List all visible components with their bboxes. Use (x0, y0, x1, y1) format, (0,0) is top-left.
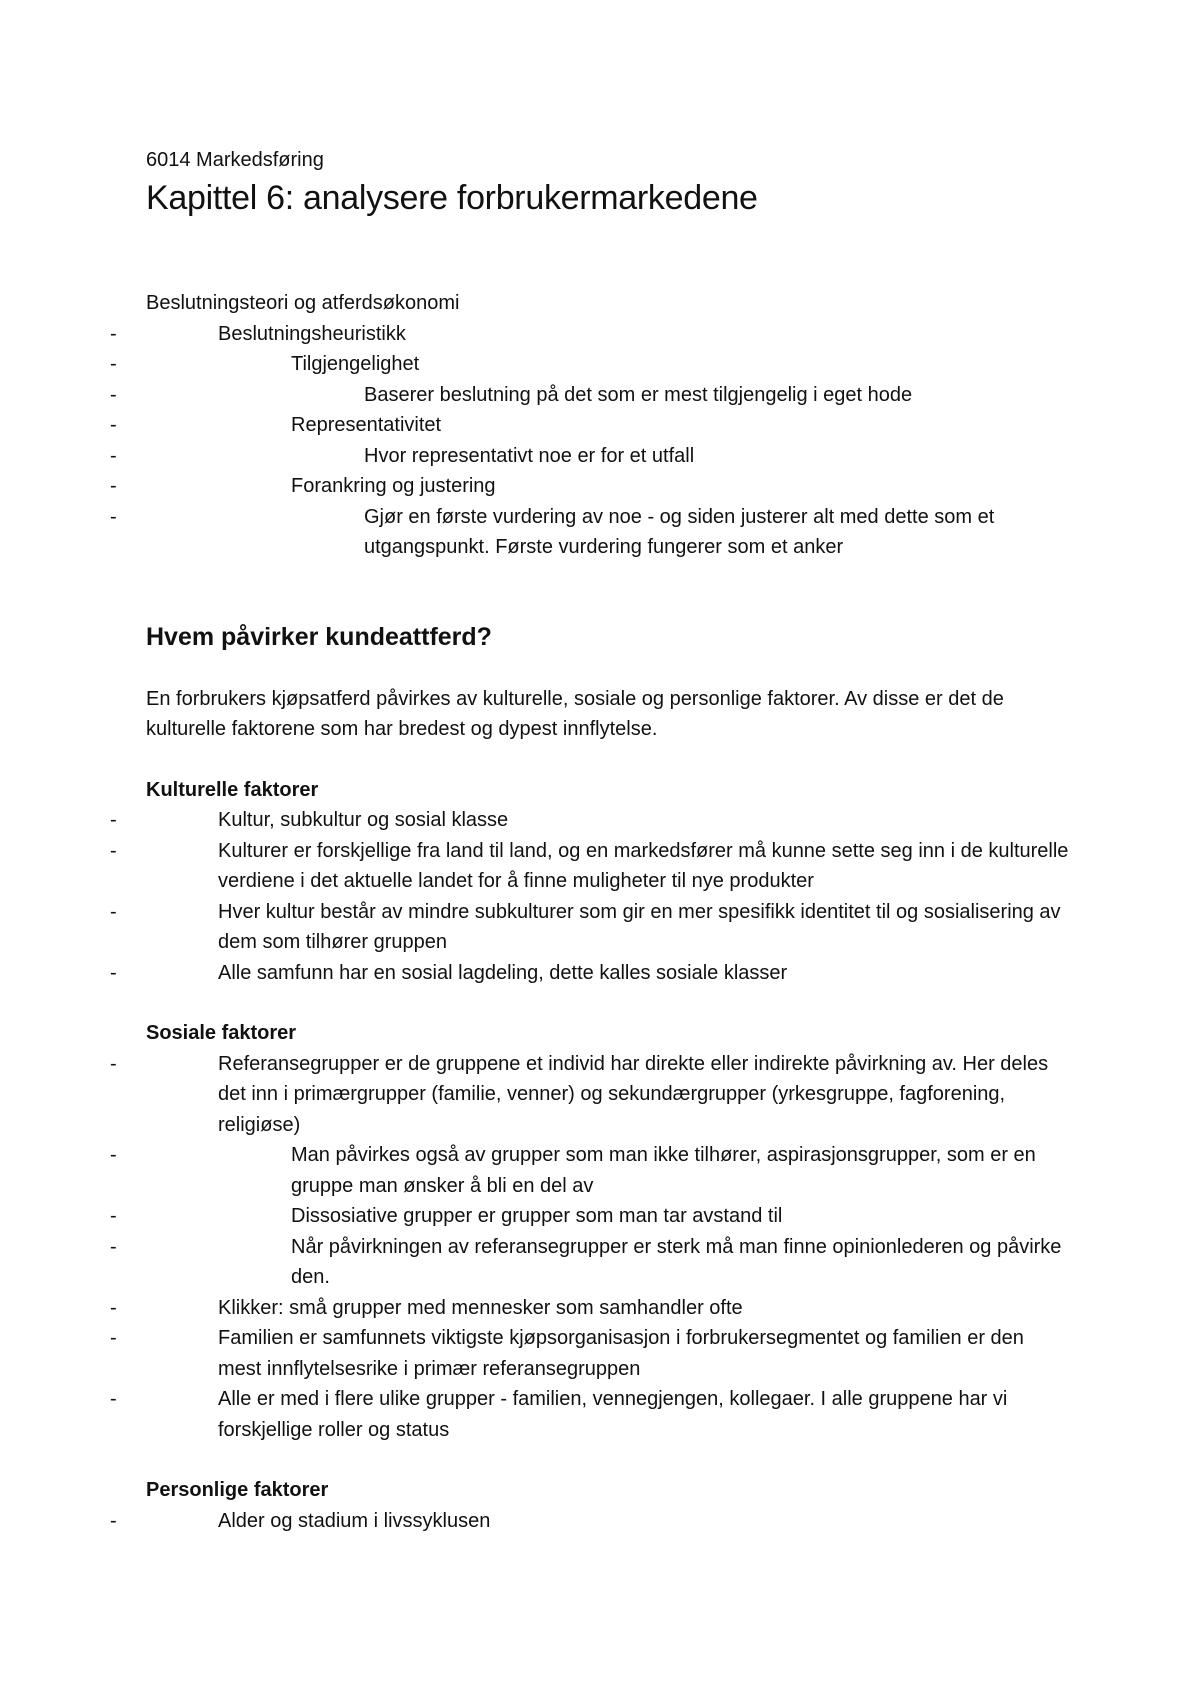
list-item-text: Alle er med i flere ulike grupper - familien, vennegjengen, kollegaer. I alle gruppene har vi forskjellige roller og status (218, 1388, 1008, 1441)
bullet-dash: - (110, 961, 117, 984)
bullet-dash: - (110, 1205, 117, 1227)
list-item (110, 1049, 1070, 1141)
list-kulturelle-faktorer (110, 805, 1070, 988)
list-item-text: Alle samfunn har en sosial lagdeling, dette kalles sosiale klasser (218, 961, 788, 984)
list-item (110, 836, 1070, 897)
spacer (146, 563, 1070, 620)
list-item-text: Hvor representativt noe er for et utfall (364, 444, 695, 467)
list-item-text: Representativitet (291, 414, 442, 436)
list-item-text: Gjør en første vurdering av noe - og siden justerer alt med dette som et utgangspunkt. Første vurdering fungerer som et anker (364, 505, 995, 558)
list-item (110, 1323, 1070, 1384)
bullet-dash: - (110, 475, 117, 497)
list-item-text: Familien er samfunnets viktigste kjøpsorganisasjon i forbrukersegmentet og familien er den mest innflytelsesrike i primær referansegruppen (218, 1327, 1024, 1380)
spacer (146, 654, 1070, 684)
bullet-dash: - (110, 1388, 117, 1410)
spacer (146, 220, 1070, 288)
list-item (110, 380, 1070, 411)
bullet-dash: - (110, 1509, 117, 1532)
list-item (110, 471, 1070, 502)
heading-personlige-faktorer: Personlige faktorer (146, 1479, 329, 1501)
list-item (110, 1384, 1070, 1445)
list-item-text: Dissosiative grupper er grupper som man tar avstand til (291, 1205, 783, 1227)
heading-sosiale-faktorer: Sosiale faktorer (146, 1022, 297, 1044)
bullet-dash: - (110, 1327, 117, 1349)
bullet-dash: - (110, 839, 117, 862)
list-item (110, 1506, 1070, 1537)
list-item-text: Referansegrupper er de gruppene et individ har direkte eller indirekte påvirkning av. Her deles det inn i primærgrupper (familie, venner) og sekundærgrupper (yrkesgruppe, fagforening, religiøse) (218, 1052, 1049, 1136)
list-item (110, 349, 1070, 380)
list-item-text: Når påvirkningen av referansegrupper er sterk må man finne opinionlederen og påvirke den. (291, 1235, 1062, 1288)
list-item-text: Baserer beslutning på det som er mest tilgjengelig i eget hode (364, 383, 913, 406)
list-item-text: Alder og stadium i livssyklusen (218, 1509, 491, 1532)
heading-kulturelle-faktorer: Kulturelle faktorer (146, 778, 319, 801)
list-item-text: Kultur, subkultur og sosial klasse (218, 809, 509, 831)
section-heading-beslutningsteori: Beslutningsteori og atferdsøkonomi (146, 292, 460, 314)
list-sosiale-faktorer (110, 1049, 1070, 1446)
list-item-text: Tilgjengelighet (291, 353, 420, 375)
list-item (110, 441, 1070, 472)
list-item (110, 319, 1070, 350)
list-item-text: Man påvirkes også av grupper som man ikke tilhører, aspirasjonsgrupper, som er en gruppe man ønsker å bli en del av (291, 1144, 1036, 1197)
bullet-dash: - (110, 505, 117, 528)
page-title: Kapittel 6: analysere forbrukermarkedene (146, 179, 758, 217)
list-item (110, 502, 1070, 563)
bullet-dash: - (110, 900, 117, 923)
intro-paragraph: En forbrukers kjøpsatferd påvirkes av kulturelle, sosiale og personlige faktorer. Av disse er det de kulturelle faktorene som har bredest og dypest innflytelse. (146, 687, 1004, 740)
bullet-dash: - (110, 809, 117, 831)
bullet-dash: - (110, 353, 117, 375)
list-item (110, 410, 1070, 441)
spacer (146, 988, 1070, 1018)
list-item (110, 1293, 1070, 1324)
course-label: 6014 Markedsføring (146, 149, 324, 171)
list-item (110, 1140, 1070, 1201)
list-item-text: Kulturer er forskjellige fra land til land, og en markedsfører må kunne sette seg inn i de kulturelle verdiene i det aktuelle landet for å finne muligheter til nye produkter (218, 839, 1069, 892)
list-item-text: Hver kultur består av mindre subkulturer som gir en mer spesifikk identitet til og sosialisering av dem som tilhører gruppen (218, 900, 1061, 953)
list-item (110, 1201, 1070, 1232)
bullet-dash: - (110, 1052, 117, 1075)
spacer (146, 1445, 1070, 1475)
list-item-text: Beslutningsheuristikk (218, 322, 406, 345)
bullet-dash: - (110, 414, 117, 436)
bullet-dash: - (110, 1144, 117, 1166)
list-personlige-faktorer (110, 1506, 1070, 1537)
list-item (110, 897, 1070, 958)
list-item (110, 805, 1070, 836)
section-heading-kundeattferd: Hvem påvirker kundeattferd? (146, 622, 492, 651)
spacer (146, 745, 1070, 775)
list-item (110, 1232, 1070, 1293)
bullet-dash: - (110, 1235, 117, 1258)
bullet-dash: - (110, 444, 117, 467)
list-item-text: Forankring og justering (291, 475, 496, 497)
list-beslutningsteori (110, 319, 1070, 563)
bullet-dash: - (110, 383, 117, 406)
list-item-text: Klikker: små grupper med mennesker som samhandler ofte (218, 1296, 743, 1319)
bullet-dash: - (110, 1296, 117, 1319)
bullet-dash: - (110, 322, 117, 345)
list-item (110, 958, 1070, 989)
